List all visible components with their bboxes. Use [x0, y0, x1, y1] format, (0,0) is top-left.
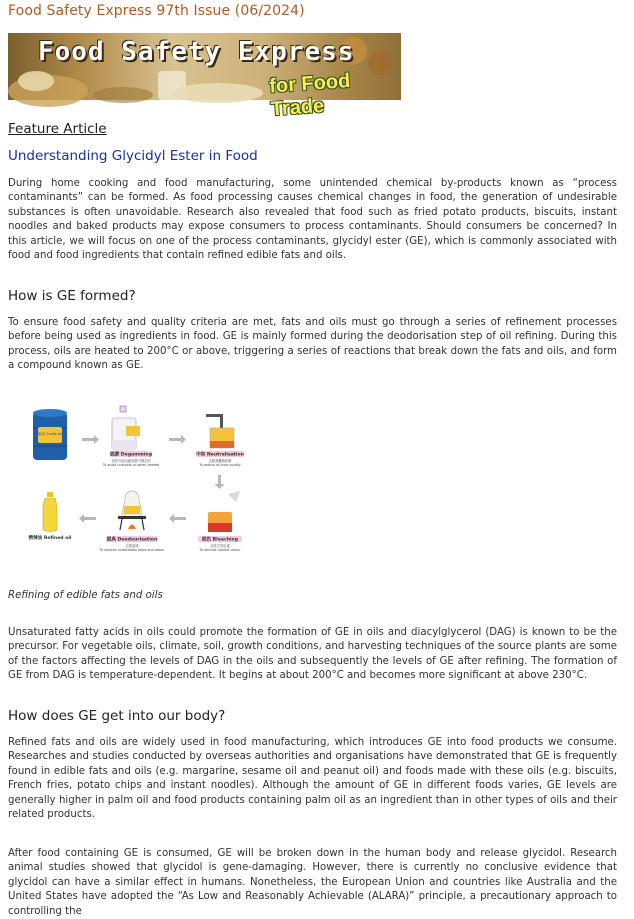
crude-oil-label: 原油 Crude oil: [37, 432, 63, 436]
arrow-down-icon: [215, 475, 225, 489]
banner-title: Food Safety Express: [38, 37, 355, 67]
banner-subtitle: for Food Trade: [268, 69, 351, 121]
arrow-right-icon: [169, 435, 186, 444]
glycidol-paragraph: After food containing GE is consumed, GE will be broken down in the human body and release glycidol. Research animal studies showed that glycidol is gene-damaging. However, there is currently no conclusive evidence that glycidol can have a similar effect in humans. Nonetheless, the European Union and countries like Australia and the United States have adopted the “As Low and Reasonably Achievable (ALARA)” principle, a precautionary approach to controlling the: [8, 848, 617, 917]
step-neutralisation-label: 中和 Neutralisation: [196, 452, 244, 458]
issue-title: Food Safety Express 97th Issue (06/2024): [8, 3, 305, 19]
heading-how-ge-formed: How is GE formed?: [8, 288, 136, 304]
refined-oil-label: 精煉油 Refined oil: [28, 536, 72, 541]
figure-caption: Refining of edible fats and oils: [8, 590, 163, 601]
article-title: Understanding Glycidyl Ester in Food: [8, 148, 258, 164]
step-degumming-note-zh: 去除引致油細加熱不穩定的: [111, 459, 151, 463]
arrow-right-icon: [82, 435, 99, 444]
bleaching-icon: [208, 491, 240, 532]
step-deodourisation-label: 脱臭 Deodourisation: [106, 537, 158, 543]
step-neutralisation-note-zh: 去除游離脂肪酸: [208, 459, 232, 463]
refining-process-figure: [28, 398, 258, 568]
step-degumming-label: 脱膠 Degumming: [110, 452, 152, 458]
arrow-left-icon: [79, 514, 96, 523]
refined-oil-bottle-icon: [43, 492, 57, 532]
step-bleaching-label: 脱色 Bleaching: [201, 537, 239, 543]
intro-paragraph: During home cooking and food manufacturing, some unintended chemical by-products known as “process contaminants” can be formed. As food processing causes chemical changes in food, the generation of undesirable substances is often unavoidable. Research also revealed that food such as fried potato products, biscuits, instant noodles and baked products may expose consumers to process contaminants. Should consumers be concerned? In this article, we will focus on one of the process contaminants, glycidyl ester (GE), which is commonly associated with food and food ingredients that contain refined edible fats and oils.: [8, 178, 617, 262]
step-deodourisation-note: To remove undesirable taste and odour: [99, 548, 165, 552]
section-label[interactable]: Feature Article: [8, 121, 107, 137]
step-bleaching-note-zh: 去除天然色素: [210, 544, 230, 548]
step-bleaching-note: To remove natural colour: [199, 548, 241, 552]
step-deodourisation-note-zh: 去除氣味: [125, 544, 139, 548]
neutralisation-icon: [206, 414, 234, 448]
banner: [8, 33, 401, 121]
body-paragraph: Refined fats and oils are widely used in food manufacturing, which introduces GE into food products we consume. Researches and studies conducted by overseas authorities and organisations have demonstrated that GE is frequently found in edible fats and oils (e.g. margarine, sesame oil and peanut oil) and foods made with these oils (e.g. biscuits, French fries, potato chips and instant noodles). Although the amount of GE in different foods varies, GE levels are generally higher in palm oil and food products containing palm oil as an ingredient than in other types of oils and their related products.: [8, 737, 617, 821]
degumming-icon: [112, 406, 140, 450]
heading-how-ge-gets-into-body: How does GE get into our body?: [8, 708, 226, 724]
dag-paragraph: Unsaturated fatty acids in oils could promote the formation of GE in oils and diacylglycerol (DAG) is known to be the precursor. For vegetable oils, climate, soil, growth conditions, and harvesting techniques of the source plants are some of the factors affecting the levels of DAG in the oils and subsequently the levels of GE after refining. The formation of GE from DAG is temperature-dependent. It begins at about 200°C and becomes more significant at above 230°C.: [8, 627, 617, 682]
arrow-left-icon: [169, 514, 186, 523]
step-neutralisation-note: To reduce oil from acidity: [199, 463, 241, 467]
deodourisation-icon: [118, 491, 146, 530]
step-degumming-note: To avoid unstable oil when heated: [102, 463, 160, 467]
formed-paragraph: To ensure food safety and quality criteria are met, fats and oils must go through a series of refinement processes before being used as ingredients in food. GE is mainly formed during the deodorisation step of oil refining. During this process, oils are heated to 200°C or above, triggering a series of reactions that break down the fats and oils, and form a compound known as GE.: [8, 317, 617, 372]
